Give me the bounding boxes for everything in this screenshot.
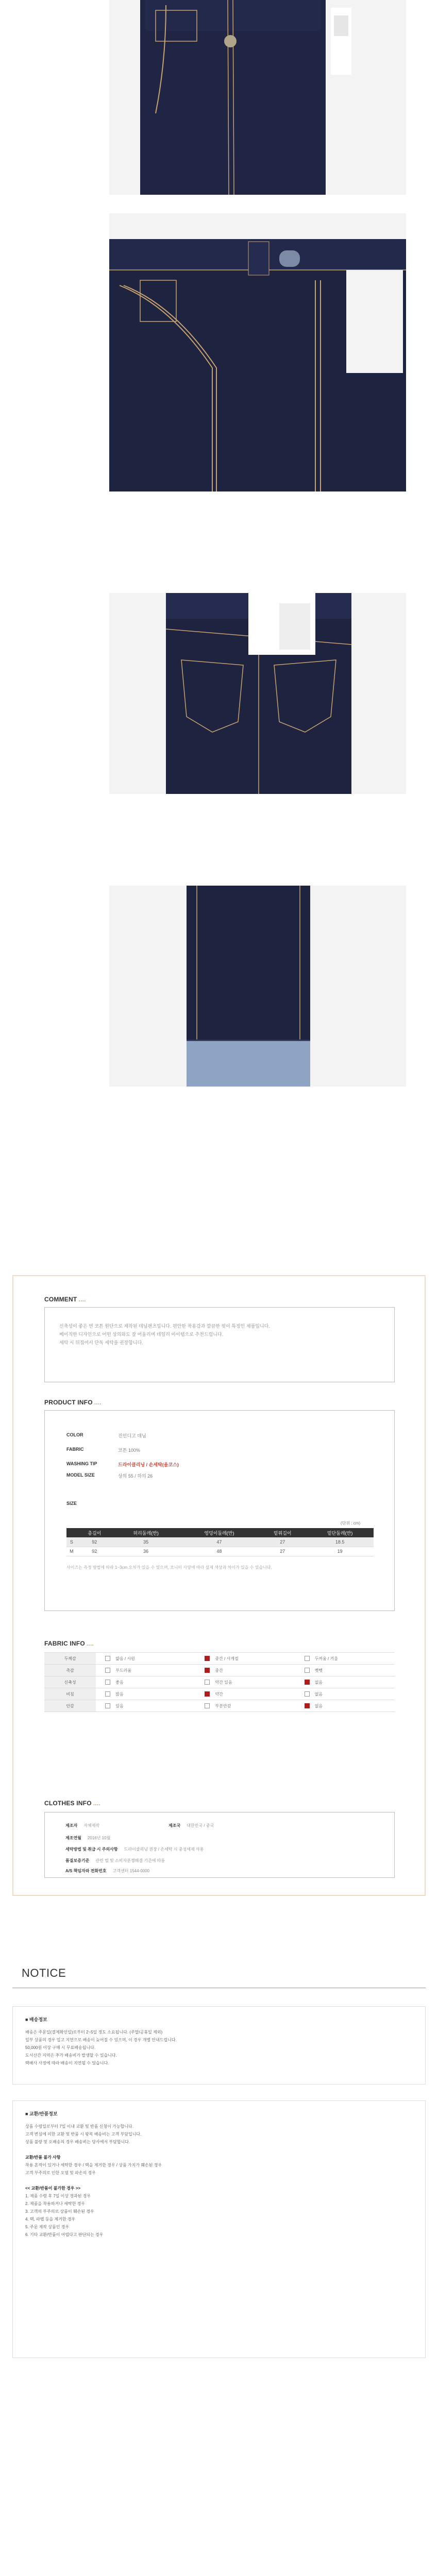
checkbox-empty-icon [305,1668,310,1673]
clothes-info-key: 세탁방법 및 취급 시 주의사항 [65,1847,118,1852]
fabric-row [44,1676,395,1688]
fabric-row [44,1700,395,1712]
info-value: 상의 55 / 하의 26 [118,1473,153,1479]
product-info-title: PRODUCT INFO [44,1399,93,1406]
fabric-option [295,1653,395,1665]
notice-line: 6. 기타 교환/반품이 어렵다고 판단되는 경우 [25,2232,104,2237]
fabric-option-label: 없음 [314,1703,323,1708]
size-cell: S [66,1537,77,1547]
clothes-info-item [65,1835,110,1841]
fabric-row-label: 촉감 [44,1665,96,1676]
fabric-option [195,1665,295,1676]
fabric-row-label: 안감 [44,1700,96,1712]
fabric-option [295,1665,395,1676]
notice-line: 5. 주문 제작 상품인 경우 [25,2225,70,2229]
notice-line: 교환/반품 불가 사항 [25,2155,61,2160]
fabric-option [195,1653,295,1665]
fabric-option-label: 없음 [314,1680,323,1685]
size-label: SIZE [66,1501,77,1506]
info-key: COLOR [66,1432,83,1437]
size-header: 밑단둘레(반) [306,1528,374,1537]
clothes-info-key: A/S 책임자와 전화번호 [65,1869,107,1873]
notice-line: 택배사 사정에 따라 배송이 지연될 수 있습니다. [25,2061,109,2065]
notice-exchange-heading: ■ 교환/반품정보 [25,2111,58,2116]
clothes-info-value: 드라이클리닝 권장 / 손세탁 시 중성세제 사용 [124,1847,204,1852]
size-cell: M [66,1547,77,1556]
checkbox-empty-icon [105,1680,110,1685]
info-row-fabric [66,1447,140,1455]
fabric-info-section-title [44,1640,94,1647]
fabric-row [44,1688,395,1700]
checkbox-empty-icon [105,1656,110,1661]
checkbox-empty-icon [305,1656,310,1661]
clothes-info-value: 2016년 10월 [87,1836,111,1840]
fabric-option-label: 중간 [215,1668,223,1673]
comment-section-title [44,1296,86,1303]
comment-box [44,1307,395,1382]
fabric-row [44,1665,395,1676]
clothes-info-value: 관련 법 및 소비자분쟁해결 기준에 따름 [95,1858,165,1863]
size-table [66,1528,374,1556]
checkbox-checked-icon [305,1680,310,1685]
notice-line: << 교환/반품이 불가한 경우 >> [25,2186,81,2191]
fabric-option-label: 약간 있음 [215,1680,232,1685]
size-cell: 36 [112,1547,180,1556]
clothes-info-title-dots: .... [93,1800,100,1807]
clothes-info-key: 품질보증기준 [65,1858,90,1863]
size-cell: 19 [306,1547,374,1556]
size-row [66,1547,374,1556]
comment-line: 베이직한 디자인으로 어떤 상의와도 잘 어울리며 데일리 아이템으로 추천드립니다. [59,1332,224,1337]
fabric-row-label: 신축성 [44,1676,96,1688]
clothes-info-item [65,1868,149,1874]
product-photo-front-waist [109,0,406,195]
info-key: WASHING TIP [66,1461,97,1466]
size-cell: 92 [77,1537,112,1547]
size-header: 엉덩이둘레(반) [180,1528,259,1537]
checkbox-empty-icon [105,1703,110,1708]
notice-shipping-body [25,2028,413,2067]
size-table-header-row [66,1528,374,1537]
clothes-info-value: 대한민국 / 중국 [187,1823,214,1828]
notice-line [25,2177,413,2184]
notice-line: 상품 불량 및 오배송의 경우 배송비는 당사에서 부담합니다. [25,2140,130,2144]
notice-line: 상품 수령일로부터 7일 이내 교환 및 반품 신청이 가능합니다. [25,2124,133,2129]
fabric-option-label: 없음 [314,1691,323,1697]
checkbox-checked-icon [205,1691,210,1697]
comment-title-dots: .... [78,1296,86,1303]
comment-title: COMMENT [44,1296,77,1303]
notice-title: NOTICE [22,1967,66,1979]
clothes-info-item [65,1823,99,1828]
clothes-info-item [65,1858,165,1863]
notice-line: 1. 제품 수령 후 7일 이상 경과된 경우 [25,2194,91,2198]
notice-shipping-heading: ■ 배송정보 [25,2017,47,2022]
fabric-option [96,1688,195,1700]
size-header: 허리둘레(반) [112,1528,180,1537]
notice-exchange-body [25,2123,413,2239]
size-header: 밑위길이 [259,1528,306,1537]
notice-line: 2. 제품을 착용하거나 세탁한 경우 [25,2201,86,2206]
checkbox-empty-icon [205,1703,210,1708]
product-info-panel [12,1275,426,1896]
fabric-option-label: 약간 [215,1691,223,1697]
notice-line: 착용 흔적이 있거나 세탁한 경우 / 택을 제거한 경우 / 상품 가치가 훼손된 경우 [25,2163,162,2167]
product-info-box [44,1410,395,1611]
clothes-info-item [65,1846,204,1852]
notice-line: 일부 상품의 경우 입고 지연으로 배송이 늦어질 수 있으며, 이 경우 개별 안내드립니다. [25,2038,177,2042]
info-row-washing-tip [66,1461,179,1469]
info-key: MODEL SIZE [66,1472,95,1478]
size-row [66,1537,374,1547]
fabric-table [44,1652,395,1712]
fabric-info-title: FABRIC INFO [44,1640,85,1647]
clothes-info-key: 제조국 [169,1823,181,1828]
clothes-info-item [169,1823,214,1828]
fabric-option [195,1700,295,1712]
notice-line: 배송은 주문일(결제확인일)로부터 2~5일 정도 소요됩니다. (주말/공휴일 제외) [25,2030,163,2035]
clothes-info-section-title [44,1800,100,1807]
size-header: 총길이 [77,1528,112,1537]
fabric-option-label: 많음 [115,1691,124,1697]
product-photo-pocket-detail [109,213,406,492]
info-key: FABRIC [66,1447,84,1452]
size-cell: 18.5 [306,1537,374,1547]
size-cell: 35 [112,1537,180,1547]
fabric-option-label: 있음 [115,1703,124,1708]
fabric-option [96,1653,195,1665]
info-row-model-size [66,1472,153,1481]
info-value: 드라이클리닝 / 손세탁(울코스) [118,1462,179,1467]
clothes-info-key: 제조자 [65,1823,78,1828]
size-cell: 47 [180,1537,259,1547]
fabric-option-label: 좋음 [115,1680,124,1685]
fabric-option-label: 부드러움 [115,1668,132,1673]
notice-line: 고객 부주의로 인한 오염 및 파손의 경우 [25,2171,96,2175]
checkbox-empty-icon [105,1668,110,1673]
notice-line: 도서산간 지역은 추가 배송비가 발생할 수 있습니다. [25,2053,117,2058]
product-photo-back-pocket [109,593,406,794]
clothes-info-key: 제조연월 [65,1836,81,1840]
checkbox-empty-icon [305,1691,310,1697]
fabric-option-label: 뻣뻣 [314,1668,323,1673]
notice-line: 4. 택, 라벨 등을 제거한 경우 [25,2217,76,2222]
size-cell: 27 [259,1537,306,1547]
product-info-section-title [44,1399,102,1406]
fabric-row [44,1653,395,1665]
notice-shipping-box [12,2006,426,2084]
size-cell: 92 [77,1547,112,1556]
notice-line: 50,000원 이상 구매 시 무료배송됩니다. [25,2045,96,2050]
fabric-option-label: 얇음 / 시원 [115,1656,135,1661]
fabric-option [295,1676,395,1688]
product-info-title-dots: .... [94,1399,102,1406]
clothes-info-box [44,1812,395,1878]
notice-line [25,2146,413,2154]
product-photo-hem-cuff [109,886,406,1087]
checkbox-checked-icon [305,1703,310,1708]
size-header [66,1528,77,1537]
notice-exchange-box [12,2100,426,2358]
fabric-info-title-dots: .... [86,1640,94,1647]
comment-line: 신축성이 좋은 면 코튼 원단으로 제작된 데님팬츠입니다. 편안한 착용감과 깔끔한 핏이 특징인 제품입니다. [59,1324,270,1329]
notice-line: 고객 변심에 의한 교환 및 반품 시 왕복 배송비는 고객 부담입니다. [25,2132,142,2137]
fabric-row-label: 비침 [44,1688,96,1700]
comment-line: 세탁 시 뒤집어서 단독 세탁을 권장합니다. [59,1340,143,1345]
info-row-color [66,1432,146,1440]
checkbox-checked-icon [205,1656,210,1661]
fabric-option [96,1676,195,1688]
fabric-row-label: 두께감 [44,1653,96,1665]
info-value: 코튼 100% [118,1448,140,1453]
size-cell: 27 [259,1547,306,1556]
fabric-option [96,1665,195,1676]
clothes-info-value: 고객센터 1544-0000 [112,1869,150,1873]
clothes-info-value: 자체제작 [83,1823,100,1828]
size-unit: (단위 : cm) [341,1521,361,1526]
fabric-option-label: 두꺼움 / 겨울 [314,1656,339,1661]
checkbox-empty-icon [105,1691,110,1697]
fabric-option [195,1688,295,1700]
size-cell: 48 [180,1547,259,1556]
checkbox-checked-icon [205,1668,210,1673]
notice-line: 3. 고객의 부주의로 상품이 훼손된 경우 [25,2209,94,2214]
fabric-option [195,1676,295,1688]
info-value: 진인디고 데님 [118,1433,146,1438]
checkbox-empty-icon [205,1680,210,1685]
fabric-option [295,1688,395,1700]
fabric-option-label: 부분안감 [215,1703,231,1708]
fabric-option [96,1700,195,1712]
clothes-info-title: CLOTHES INFO [44,1800,92,1807]
size-note: 사이즈는 측정 방법에 따라 1~3cm 오차가 있을 수 있으며, 모니터 사양에 따라 실제 색상과 차이가 있을 수 있습니다. [66,1565,272,1570]
fabric-option-label: 중간 / 사계절 [215,1656,239,1661]
fabric-option [295,1700,395,1712]
